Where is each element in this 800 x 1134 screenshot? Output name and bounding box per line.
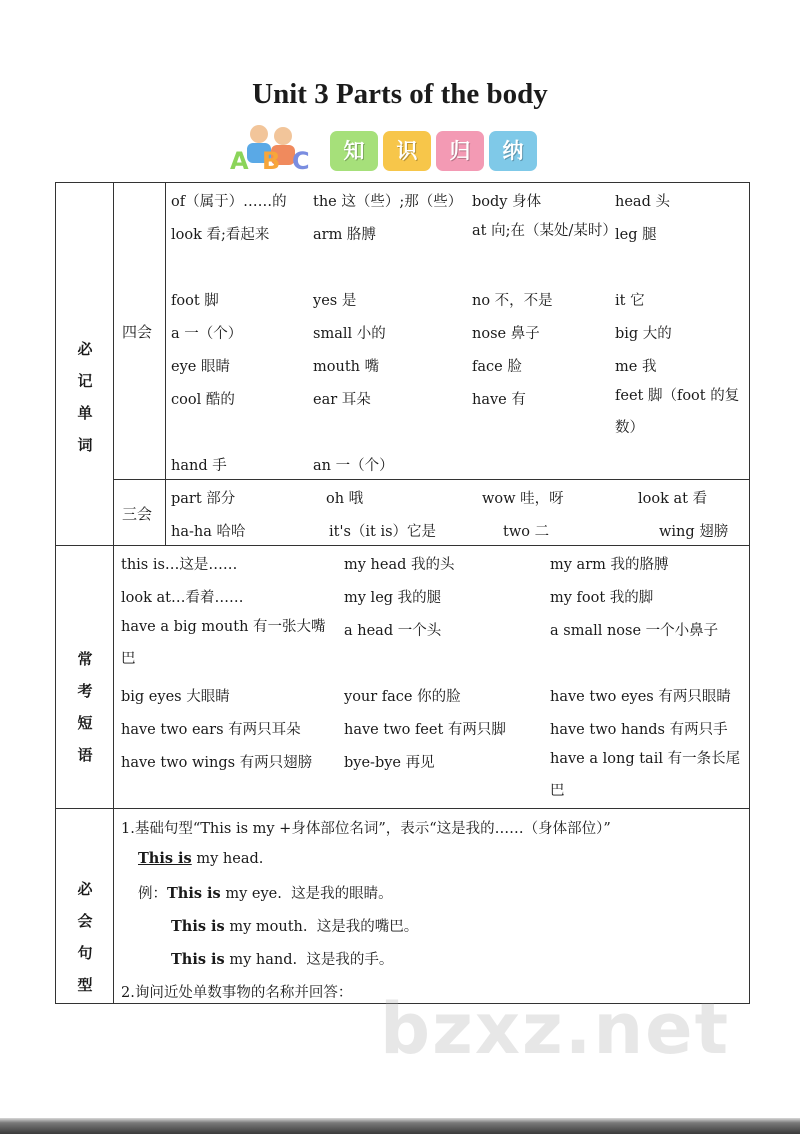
vocab-four-label: 四会	[122, 323, 153, 341]
vocab-word: head 头	[615, 194, 670, 210]
phrase-item: your face 你的脸	[344, 689, 461, 705]
vocab-word: two 二	[503, 524, 550, 540]
banner-tile-na: 纳	[489, 131, 537, 171]
phrase-item: big eyes 大眼睛	[121, 689, 230, 705]
vocab-word: hand 手	[171, 458, 227, 474]
phrase-item: my head 我的头	[344, 557, 455, 573]
phrase-item: my leg 我的腿	[344, 590, 442, 606]
section-label-sentences: 必 会 句 型	[77, 880, 101, 994]
vocab-word: cool 酷的	[171, 392, 235, 408]
vocab-word: small 小的	[313, 326, 386, 342]
abc-letter-b: B	[262, 147, 281, 175]
phrase-item: my foot 我的脚	[550, 590, 654, 606]
vocab-word: feet 脚（foot 的复数）	[615, 388, 740, 436]
vocab-word: a 一（个）	[171, 326, 243, 342]
phrase-item: have a long tail 有一条长尾巴	[550, 751, 741, 799]
vocab-word: wow 哇，呀	[482, 491, 564, 507]
watermark: bzxz.net	[380, 988, 731, 1070]
vocab-word: leg 腿	[615, 227, 657, 243]
vocab-word: ha-ha 哈哈	[171, 524, 246, 540]
banner-tile-shi: 识	[383, 131, 431, 171]
phrase-item: have two feet 有两只脚	[344, 722, 506, 738]
vocab-word: eye 眼睛	[171, 359, 230, 375]
phrase-item: my arm 我的胳膊	[550, 557, 669, 573]
vocab-word: the 这（些）;那（些）	[313, 194, 463, 210]
vocab-word: at 向;在（某处/某时）	[472, 223, 617, 239]
banner-tile-zhi: 知	[330, 131, 378, 171]
example-line: This is my mouth. 这是我的嘴巴。	[171, 918, 419, 935]
vocab-word: foot 脚	[171, 293, 219, 309]
vocab-word: look 看;看起来	[171, 227, 270, 243]
vocab-word: ear 耳朵	[313, 392, 371, 408]
phrase-item: have two eyes 有两只眼睛	[550, 689, 731, 705]
phrase-item: a head 一个头	[344, 623, 442, 639]
abc-letter-a: A	[230, 147, 249, 175]
vocab-word: oh 哦	[326, 491, 364, 507]
knowledge-banner	[230, 125, 550, 175]
knowledge-table	[55, 182, 750, 1004]
vocab-word: yes 是	[313, 293, 357, 309]
sentence-line-1: 1.基础句型“This is my +身体部位名词”，表示“这是我的……（身体部位）”	[121, 821, 611, 837]
section-label-phrases: 常 考 短 语	[77, 650, 101, 764]
vocab-word: wing 翅膀	[659, 524, 729, 540]
phrase-item: a small nose 一个小鼻子	[550, 623, 719, 639]
vocab-word: have 有	[472, 392, 526, 408]
sentence-pattern: This is my head.	[138, 850, 264, 867]
vocab-word: me 我	[615, 359, 657, 375]
phrase-item: have a big mouth 有一张大嘴巴	[121, 619, 326, 667]
vocab-word: it's（it is）它是	[329, 524, 437, 540]
vocab-word: it 它	[615, 293, 645, 309]
vocab-word: of（属于）……的	[171, 194, 287, 210]
vocab-word: mouth 嘴	[313, 359, 380, 375]
vocab-word: face 脸	[472, 359, 522, 375]
vocab-word: big 大的	[615, 326, 672, 342]
vocab-word: arm 胳膊	[313, 227, 376, 243]
abc-letter-c: C	[292, 147, 310, 175]
vocab-word: no 不，不是	[472, 293, 553, 309]
vocab-word: look at 看	[638, 491, 708, 507]
vocab-word: an 一（个）	[313, 458, 394, 474]
phrase-item: look at…看着……	[121, 590, 244, 606]
page-bottom-edge	[0, 1118, 800, 1134]
phrase-item: have two ears 有两只耳朵	[121, 722, 301, 738]
vocab-three-label: 三会	[122, 505, 153, 523]
phrase-item: this is…这是……	[121, 557, 238, 573]
vocab-word: part 部分	[171, 491, 236, 507]
example-line: This is my hand. 这是我的手。	[171, 951, 394, 968]
sentence-line-2: 2.询问近处单数事物的名称并回答：	[121, 985, 353, 1001]
vocab-word: body 身体	[472, 194, 542, 210]
banner-tile-gui: 归	[436, 131, 484, 171]
section-label-vocab: 必 记 单 词	[77, 340, 101, 454]
vocab-word: nose 鼻子	[472, 326, 540, 342]
kids-illustration	[230, 125, 326, 175]
phrase-item: have two wings 有两只翅膀	[121, 755, 313, 771]
example-line: 例：This is my eye. 这是我的眼睛。	[138, 885, 393, 902]
page-title: Unit 3 Parts of the body	[252, 78, 548, 110]
phrase-item: bye-bye 再见	[344, 755, 435, 771]
phrase-item: have two hands 有两只手	[550, 722, 728, 738]
